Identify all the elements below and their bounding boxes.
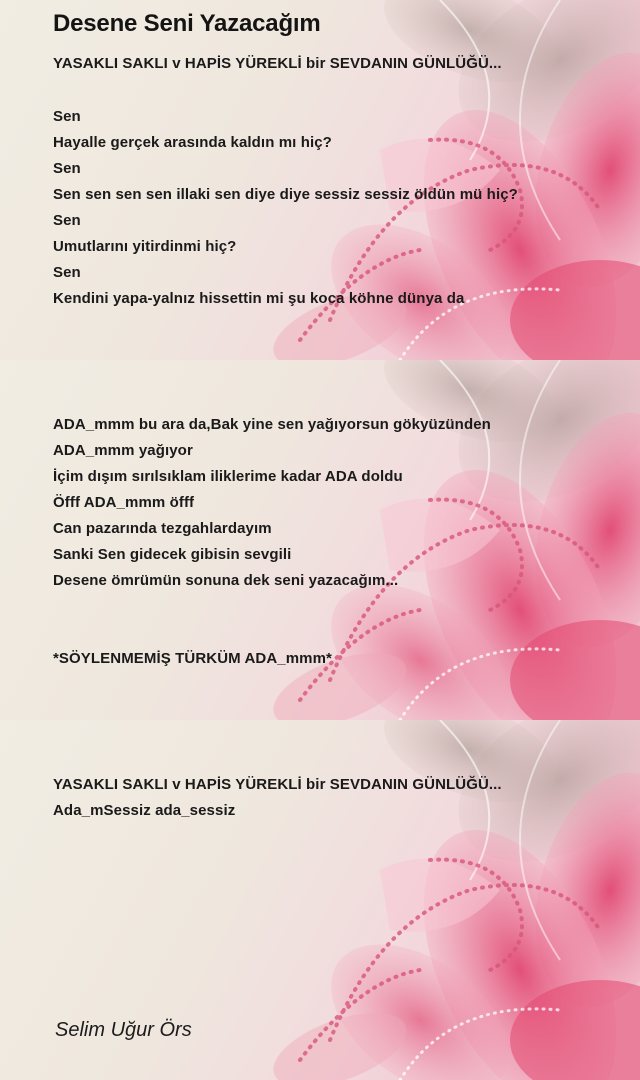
poem-author: Selim Uğur Örs xyxy=(55,1019,192,1041)
poem-line: Öfff ADA_mmm öfff xyxy=(53,494,195,511)
poem-line: ADA_mmm yağıyor xyxy=(53,442,193,459)
poem-line: Desene ömrümün sonuna dek seni yazacağım... xyxy=(53,572,399,589)
poem-line: İçim dışım sırılsıklam iliklerime kadar ADA doldu xyxy=(53,468,403,485)
poem-line: Sen xyxy=(53,108,81,125)
poem-line: ADA_mmm bu ara da,Bak yine sen yağıyorsun gökyüzünden xyxy=(53,416,491,433)
poem-line: Sen xyxy=(53,212,81,229)
poem-line: Can pazarında tezgahlardayım xyxy=(53,520,272,537)
poem-line: Kendini yapa-yalnız hissettin mi şu koca köhne dünya da xyxy=(53,290,465,307)
poem-line: Sen xyxy=(53,160,81,177)
poem-line: Sen sen sen sen illaki sen diye diye sessiz sessiz öldün mü hiç? xyxy=(53,186,518,203)
poem-line: Sen xyxy=(53,264,81,281)
poem-line: Umutlarını yitirdinmi hiç? xyxy=(53,238,237,255)
poem-footer-line: Ada_mSessiz ada_sessiz xyxy=(53,802,236,819)
poem-line: Hayalle gerçek arasında kaldın mı hiç? xyxy=(53,134,332,151)
poem-line: Sanki Sen gidecek gibisin sevgili xyxy=(53,546,292,563)
poem-title: Desene Seni Yazacağım xyxy=(53,10,321,37)
poem-header-line: YASAKLI SAKLI v HAPİS YÜREKLİ bir SEVDANIN GÜNLÜĞÜ... xyxy=(53,55,502,72)
poem-song-line: *SÖYLENMEMİŞ TÜRKÜM ADA_mmm* xyxy=(53,650,332,667)
poem-footer-line: YASAKLI SAKLI v HAPİS YÜREKLİ bir SEVDANIN GÜNLÜĞÜ... xyxy=(53,776,502,793)
